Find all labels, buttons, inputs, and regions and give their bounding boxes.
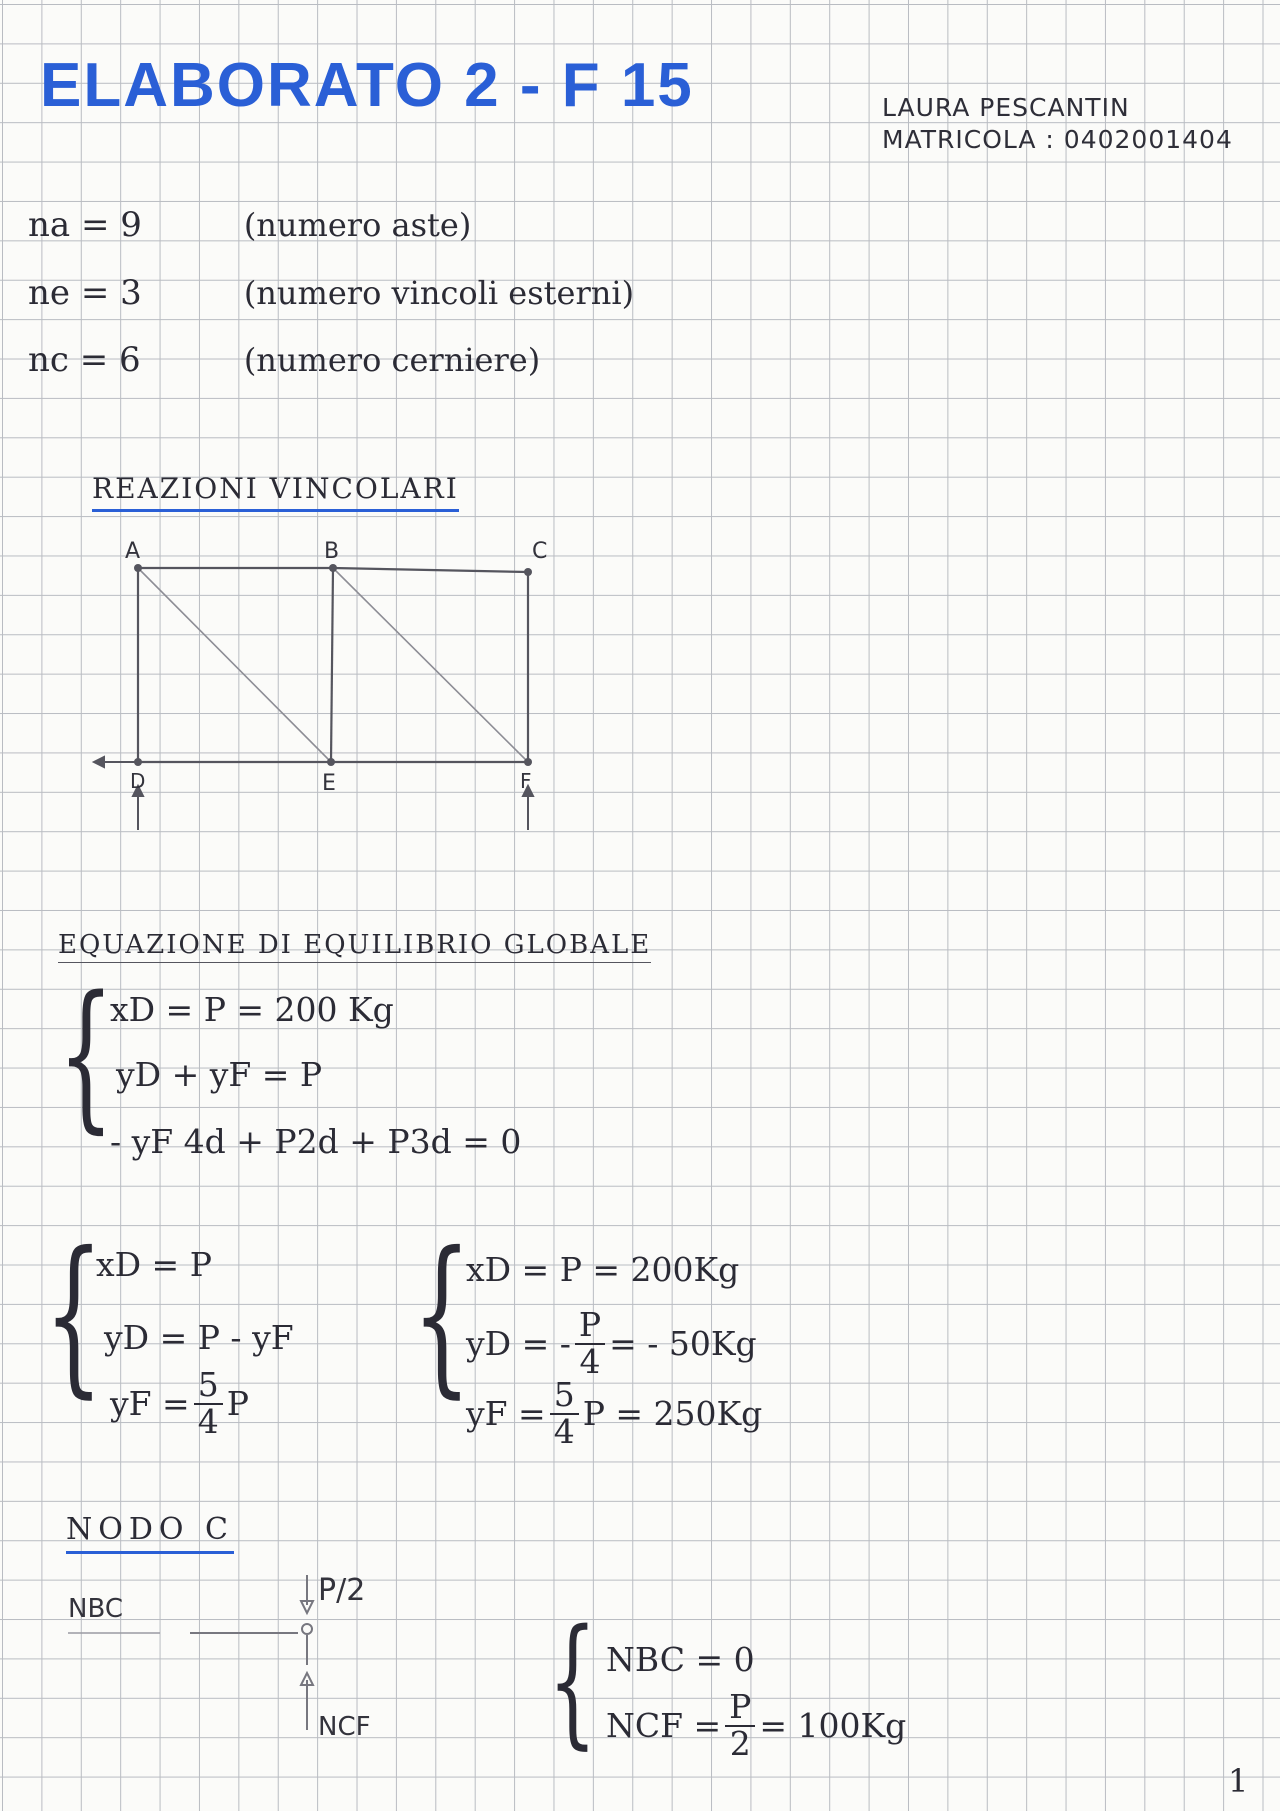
- node-label-a: A: [125, 539, 141, 564]
- equation-line: [466, 1305, 757, 1381]
- node-label-d: D: [130, 769, 146, 793]
- equation-line: - yF 4d + P2d + P3d = 0: [110, 1122, 522, 1161]
- equation-lhs: yF =: [110, 1384, 190, 1424]
- equation-tail: P: [226, 1384, 249, 1424]
- fraction-denominator: 2: [729, 1723, 751, 1763]
- equation-line: NBC = 0: [606, 1640, 755, 1679]
- ncf-label: NCF: [318, 1712, 371, 1740]
- fraction-denominator: 4: [579, 1341, 601, 1381]
- page-number: 1: [1228, 1762, 1249, 1800]
- definition-description: (numero cerniere): [243, 341, 541, 379]
- author-block: [882, 92, 1233, 156]
- reaction-arrows: [94, 757, 533, 830]
- equation-line: [110, 1365, 249, 1441]
- fraction-denominator: 4: [197, 1401, 219, 1441]
- equation-line: xD = P = 200Kg: [466, 1250, 740, 1289]
- fraction-numerator: P: [575, 1308, 605, 1345]
- author-name: LAURA PESCANTIN: [882, 93, 1130, 122]
- equation-line: yD + yF = P: [116, 1055, 323, 1094]
- fraction-numerator: P: [725, 1690, 755, 1727]
- node-label-e: E: [322, 771, 336, 796]
- equation-lhs: yD = -: [466, 1324, 571, 1364]
- definition-symbol: nc = 6: [28, 340, 141, 380]
- section-heading-reazioni: REAZIONI VINCOLARI: [92, 472, 459, 512]
- nbc-label: NBC: [68, 1594, 123, 1624]
- node-label-b: B: [324, 539, 340, 564]
- equation-line: [606, 1687, 907, 1763]
- definition-description: (numero aste): [243, 206, 472, 244]
- equation-lhs: NCF =: [606, 1706, 722, 1746]
- equation-line: xD = P: [96, 1245, 212, 1284]
- fraction-numerator: 5: [550, 1378, 579, 1415]
- definition-description: (numero vincoli esterni): [243, 274, 635, 312]
- definition-symbol: ne = 3: [28, 273, 142, 313]
- fraction: [550, 1375, 579, 1451]
- fraction: [575, 1305, 605, 1381]
- system-brace: {: [412, 1216, 472, 1414]
- equation-rhs: = - 50Kg: [609, 1324, 757, 1364]
- definition-symbol: na = 9: [28, 205, 142, 245]
- node-label-f: F: [520, 769, 532, 793]
- system-brace: {: [548, 1600, 597, 1763]
- definition-row: [28, 340, 540, 380]
- fraction-numerator: 5: [194, 1368, 223, 1405]
- matricola: MATRICOLA : 0402001404: [882, 125, 1233, 154]
- node-c-diagram: [60, 1555, 400, 1740]
- equation-line: yD = P - yF: [104, 1318, 294, 1357]
- truss-members: [138, 568, 528, 762]
- equation-rhs: P = 250Kg: [582, 1394, 763, 1434]
- page-title: ELABORATO 2 - F 15: [40, 51, 694, 120]
- truss-diagram: [80, 530, 600, 840]
- system-brace: {: [44, 1216, 104, 1414]
- node-label-c: C: [532, 539, 548, 564]
- equation-line: [466, 1375, 763, 1451]
- load-label: P/2: [318, 1573, 366, 1608]
- fraction: [194, 1365, 223, 1441]
- definition-row: [28, 205, 471, 245]
- fraction: [725, 1687, 755, 1763]
- fraction-denominator: 4: [553, 1411, 575, 1451]
- system-brace: {: [58, 961, 114, 1148]
- equation-line: xD = P = 200 Kg: [110, 990, 394, 1029]
- section-heading-nodo-c: NODO C: [66, 1512, 234, 1554]
- equation-rhs: = 100Kg: [759, 1706, 907, 1746]
- equation-lhs: yF =: [466, 1394, 546, 1434]
- definition-row: [28, 273, 634, 313]
- section-heading-equilibrio: EQUAZIONE DI EQUILIBRIO GLOBALE: [58, 930, 651, 963]
